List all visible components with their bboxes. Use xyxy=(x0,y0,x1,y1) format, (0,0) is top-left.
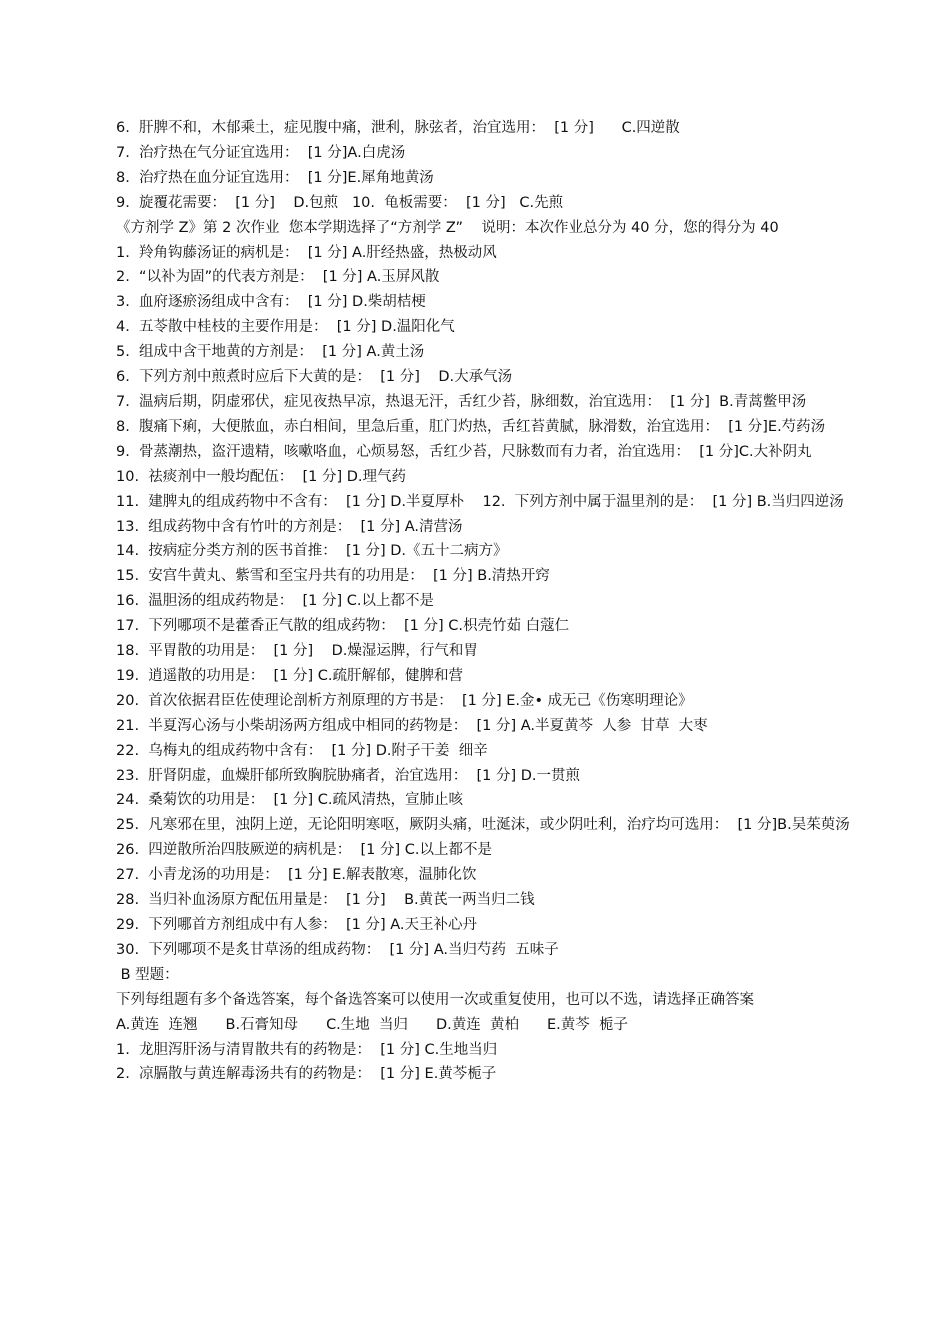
question-line: 21. 半夏泻心汤与小柴胡汤两方组成中相同的药物是： [1 分] A.半夏黄芩 人参 甘草 大枣 xyxy=(116,717,708,734)
question-line: 7. 治疗热在气分证宜选用： [1 分]A.白虎汤 xyxy=(116,144,406,161)
question-list-b xyxy=(116,1038,880,1088)
question-line: 27. 小青龙汤的功用是： [1 分] E.解表散寒，温肺化饮 xyxy=(116,867,477,884)
question-line: 19. 逍遥散的功用是： [1 分] C.疏肝解郁，健脾和营 xyxy=(116,667,463,684)
question-line: 18. 平胃散的功用是： [1 分] D.燥湿运脾，行气和胃 xyxy=(116,643,478,660)
answer-option: E.黄芩 栀子 xyxy=(547,1016,629,1033)
question-line: 9. 旋覆花需要： [1 分] D.包煎 10. 龟板需要： [1 分] C.先煎 xyxy=(116,194,564,211)
question-line: 6. 肝脾不和，木郁乘土，症见腹中痛，泄利，脉弦者，治宜选用： [1 分] C.四逆散 xyxy=(116,120,680,136)
question-line: 30. 下列哪项不是炙甘草汤的组成药物： [1 分] A.当归芍药 五味子 xyxy=(116,941,559,958)
question-line: 22. 乌梅丸的组成药物中含有： [1 分] D.附子干姜 细辛 xyxy=(116,742,488,759)
question-line: 8. 腹痛下痢，大便脓血，赤白相间，里急后重，肛门灼热，舌红苔黄腻，脉滑数，治宜选用： [1 分]E.芍药汤 xyxy=(116,418,826,435)
question-line: 17. 下列哪项不是藿香正气散的组成药物： [1 分] C.枳壳竹茹 白蔻仁 xyxy=(116,618,570,635)
question-line: 28. 当归补血汤原方配伍用量是： [1 分] B.黄芪一两当归二钱 xyxy=(116,892,535,909)
question-line: 13. 组成药物中含有竹叶的方剂是： [1 分] A.清营汤 xyxy=(116,518,463,535)
question-line: 14. 按病症分类方剂的医书首推： [1 分] D.《五十二病方》 xyxy=(116,543,508,560)
question-line: 1. 龙胆泻肝汤与清胃散共有的药物是： [1 分] C.生地当归 xyxy=(116,1041,498,1058)
question-line: 8. 治疗热在血分证宜选用： [1 分]E.犀角地黄汤 xyxy=(116,169,434,186)
question-list-a xyxy=(116,116,880,1013)
question-line: 15. 安宫牛黄丸、紫雪和至宝丹共有的功用是： [1 分] B.清热开窍 xyxy=(116,568,550,585)
question-line: 29. 下列哪首方剂组成中有人参： [1 分] A.天王补心丹 xyxy=(116,917,478,933)
question-line: 23. 肝肾阴虚，血燥肝郁所致胸脘胁痛者，治宜选用： [1 分] D.一贯煎 xyxy=(116,767,581,784)
question-line: 16. 温胆汤的组成药物是： [1 分] C.以上都不是 xyxy=(116,593,434,610)
answer-option: A.黄连 连翘 xyxy=(116,1016,198,1033)
question-line: 24. 桑菊饮的功用是： [1 分] C.疏风清热，宣肺止咳 xyxy=(116,792,463,809)
question-line: 4. 五苓散中桂枝的主要作用是： [1 分] D.温阳化气 xyxy=(116,319,455,336)
question-line: B 型题： xyxy=(116,966,179,983)
answer-option: C.生地 当归 xyxy=(326,1016,409,1033)
document-page xyxy=(116,116,880,1087)
question-line: 25. 凡寒邪在里，浊阴上逆，无论阳明寒呕，厥阴头痛，吐涎沫，或少阴吐利，治疗均可选用： [1 分]B.吴茱萸汤 xyxy=(116,817,850,834)
question-line: 5. 组成中含干地黄的方剂是： [1 分] A.黄土汤 xyxy=(116,344,425,361)
question-line: 2. “以补为固”的代表方剂是： [1 分] A.玉屏风散 xyxy=(116,269,440,286)
question-line: 10. 祛痰剂中一般均配伍： [1 分] D.理气药 xyxy=(116,468,407,485)
question-line: 26. 四逆散所治四肢厥逆的病机是： [1 分] C.以上都不是 xyxy=(116,842,492,859)
question-line: 3. 血府逐瘀汤组成中含有： [1 分] D.柴胡桔梗 xyxy=(116,294,426,311)
question-line: 20. 首次依据君臣佐使理论剖析方剂原理的方书是： [1 分] E.金• 成无己《伤寒明理论》 xyxy=(116,692,693,709)
question-line: 下列每组题有多个备选答案，每个备选答案可以使用一次或重复使用，也可以不选，请选择正确答案 xyxy=(116,991,754,1008)
question-line: 1. 羚角钩藤汤证的病机是： [1 分] A.肝经热盛，热极动风 xyxy=(116,244,497,261)
answer-option: D.黄连 黄柏 xyxy=(436,1016,520,1033)
b-type-options xyxy=(116,1013,880,1038)
answer-option: B.石膏知母 xyxy=(225,1016,299,1033)
question-line: 9. 骨蒸潮热，盗汗遗精，咳嗽咯血，心烦易怒，舌红少苔，尺脉数而有力者，治宜选用： [1 分]C.大补阴丸 xyxy=(116,443,812,460)
question-line: 7. 温病后期，阴虚邪伏，症见夜热早凉，热退无汗，舌红少苔，脉细数，治宜选用： [1 分] B.青蒿鳖甲汤 xyxy=(116,393,807,410)
question-line: 2. 凉膈散与黄连解毒汤共有的药物是： [1 分] E.黄芩栀子 xyxy=(116,1066,497,1083)
question-line: 《方剂学 Z》第 2 次作业 您本学期选择了“方剂学 Z” 说明：本次作业总分为 40 分，您的得分为 40 xyxy=(116,219,779,236)
question-line: 6. 下列方剂中煎煮时应后下大黄的是： [1 分] D.大承气汤 xyxy=(116,369,513,386)
question-line: 11. 建脾丸的组成药物中不含有： [1 分] D.半夏厚朴 12. 下列方剂中属于温里剂的是： [1 分] B.当归四逆汤 xyxy=(116,493,844,510)
